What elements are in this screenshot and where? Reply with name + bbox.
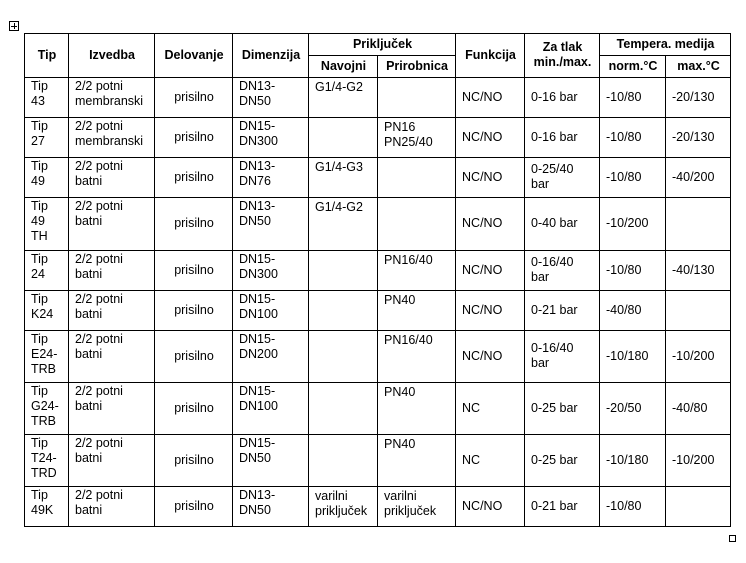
cell-tip: Tip 49: [25, 158, 69, 198]
cell-delovanje: prisilno: [155, 383, 233, 435]
cell-navojni: [309, 291, 378, 331]
cell-tlak: 0-21 bar: [525, 291, 600, 331]
cell-funkcija: NC/NO: [456, 291, 525, 331]
cell-tlak: 0-16/40 bar: [525, 331, 600, 383]
cell-delovanje: prisilno: [155, 331, 233, 383]
table-row: [25, 435, 731, 487]
table-row: [25, 118, 731, 158]
cell-tip: Tip T24- TRD: [25, 435, 69, 487]
cell-norm: -10/80: [600, 251, 666, 291]
header-tip: Tip: [25, 34, 69, 78]
cell-izvedba: 2/2 potni batni: [69, 383, 155, 435]
table-resize-handle-icon[interactable]: [729, 535, 736, 542]
cell-tlak: 0-25 bar: [525, 383, 600, 435]
cell-navojni: [309, 118, 378, 158]
cell-navojni: varilni priključek: [309, 487, 378, 527]
cell-tip: Tip 27: [25, 118, 69, 158]
cell-dimenzija: DN15- DN100: [233, 291, 309, 331]
cell-max: [666, 291, 731, 331]
cell-izvedba: 2/2 potni batni: [69, 198, 155, 251]
cell-norm: -10/80: [600, 78, 666, 118]
header-norm: norm.°C: [600, 56, 666, 78]
cell-funkcija: NC/NO: [456, 251, 525, 291]
cell-tip: Tip G24- TRB: [25, 383, 69, 435]
cell-prirobnica: [378, 78, 456, 118]
table-row: [25, 78, 731, 118]
cell-dimenzija: DN15- DN50: [233, 435, 309, 487]
cell-funkcija: NC/NO: [456, 118, 525, 158]
header-prirobnica: Prirobnica: [378, 56, 456, 78]
cell-funkcija: NC: [456, 383, 525, 435]
cell-max: [666, 198, 731, 251]
cell-tip: Tip 49 TH: [25, 198, 69, 251]
cell-dimenzija: DN15- DN200: [233, 331, 309, 383]
cell-prirobnica: PN40: [378, 383, 456, 435]
cell-delovanje: prisilno: [155, 487, 233, 527]
header-prikljucek: Priključek: [309, 34, 456, 56]
cell-izvedba: 2/2 potni membranski: [69, 118, 155, 158]
cell-max: -10/200: [666, 331, 731, 383]
cell-max: -40/80: [666, 383, 731, 435]
cell-tlak: 0-25 bar: [525, 435, 600, 487]
header-dimenzija: Dimenzija: [233, 34, 309, 78]
cell-navojni: G1/4-G2: [309, 78, 378, 118]
cell-navojni: [309, 435, 378, 487]
cell-navojni: G1/4-G3: [309, 158, 378, 198]
cell-izvedba: 2/2 potni batni: [69, 251, 155, 291]
table-row: [25, 383, 731, 435]
cell-delovanje: prisilno: [155, 78, 233, 118]
table-row: [25, 487, 731, 527]
header-izvedba: Izvedba: [69, 34, 155, 78]
cell-norm: -10/180: [600, 331, 666, 383]
cell-tlak: 0-16 bar: [525, 118, 600, 158]
cell-funkcija: NC: [456, 435, 525, 487]
cell-navojni: [309, 383, 378, 435]
cell-prirobnica: PN40: [378, 291, 456, 331]
cell-izvedba: 2/2 potni batni: [69, 158, 155, 198]
cell-tip: Tip K24: [25, 291, 69, 331]
cell-dimenzija: DN15- DN300: [233, 118, 309, 158]
cell-tip: Tip 24: [25, 251, 69, 291]
cell-delovanje: prisilno: [155, 118, 233, 158]
cell-norm: -10/80: [600, 487, 666, 527]
cell-funkcija: NC/NO: [456, 158, 525, 198]
header-max: max.°C: [666, 56, 731, 78]
cell-funkcija: NC/NO: [456, 487, 525, 527]
cell-prirobnica: [378, 198, 456, 251]
cell-max: -20/130: [666, 118, 731, 158]
cell-navojni: [309, 251, 378, 291]
cell-tlak: 0-40 bar: [525, 198, 600, 251]
table-row: [25, 291, 731, 331]
cell-norm: -20/50: [600, 383, 666, 435]
header-temperatura: Tempera. medija: [600, 34, 731, 56]
table-body: [25, 78, 731, 527]
cell-tip: Tip E24- TRB: [25, 331, 69, 383]
cell-norm: -40/80: [600, 291, 666, 331]
cell-max: -40/130: [666, 251, 731, 291]
cell-delovanje: prisilno: [155, 198, 233, 251]
cell-prirobnica: varilni priključek: [378, 487, 456, 527]
cell-navojni: [309, 331, 378, 383]
cell-norm: -10/200: [600, 198, 666, 251]
header-za-tlak: Za tlak min./max.: [525, 34, 600, 78]
cell-max: -40/200: [666, 158, 731, 198]
cell-norm: -10/180: [600, 435, 666, 487]
cell-izvedba: 2/2 potni batni: [69, 291, 155, 331]
cell-prirobnica: PN16/40: [378, 251, 456, 291]
cell-izvedba: 2/2 potni batni: [69, 331, 155, 383]
cell-funkcija: NC/NO: [456, 78, 525, 118]
cell-funkcija: NC/NO: [456, 198, 525, 251]
valve-spec-table: [24, 33, 731, 527]
cell-max: -10/200: [666, 435, 731, 487]
cell-izvedba: 2/2 potni batni: [69, 435, 155, 487]
table-row: [25, 331, 731, 383]
cell-max: [666, 487, 731, 527]
table-row: [25, 158, 731, 198]
cell-dimenzija: DN13- DN76: [233, 158, 309, 198]
header-navojni: Navojni: [309, 56, 378, 78]
cell-izvedba: 2/2 potni batni: [69, 487, 155, 527]
table-row: [25, 198, 731, 251]
cell-delovanje: prisilno: [155, 291, 233, 331]
cell-tlak: 0-16/40 bar: [525, 251, 600, 291]
cell-norm: -10/80: [600, 158, 666, 198]
cell-tlak: 0-21 bar: [525, 487, 600, 527]
cell-tlak: 0-25/40 bar: [525, 158, 600, 198]
cell-tip: Tip 43: [25, 78, 69, 118]
cell-dimenzija: DN13- DN50: [233, 487, 309, 527]
cell-prirobnica: PN16 PN25/40: [378, 118, 456, 158]
cell-dimenzija: DN13- DN50: [233, 78, 309, 118]
cell-navojni: G1/4-G2: [309, 198, 378, 251]
cell-funkcija: NC/NO: [456, 331, 525, 383]
cell-tip: Tip 49K: [25, 487, 69, 527]
cell-izvedba: 2/2 potni membranski: [69, 78, 155, 118]
cell-delovanje: prisilno: [155, 251, 233, 291]
cell-dimenzija: DN15- DN100: [233, 383, 309, 435]
cell-dimenzija: DN15- DN300: [233, 251, 309, 291]
cell-prirobnica: PN16/40: [378, 331, 456, 383]
cell-prirobnica: [378, 158, 456, 198]
cell-tlak: 0-16 bar: [525, 78, 600, 118]
cell-norm: -10/80: [600, 118, 666, 158]
table-row: [25, 251, 731, 291]
cell-prirobnica: PN40: [378, 435, 456, 487]
header-funkcija: Funkcija: [456, 34, 525, 78]
header-delovanje: Delovanje: [155, 34, 233, 78]
cell-dimenzija: DN13- DN50: [233, 198, 309, 251]
cell-max: -20/130: [666, 78, 731, 118]
cell-delovanje: prisilno: [155, 435, 233, 487]
cell-delovanje: prisilno: [155, 158, 233, 198]
table-move-handle-icon[interactable]: [9, 21, 19, 31]
